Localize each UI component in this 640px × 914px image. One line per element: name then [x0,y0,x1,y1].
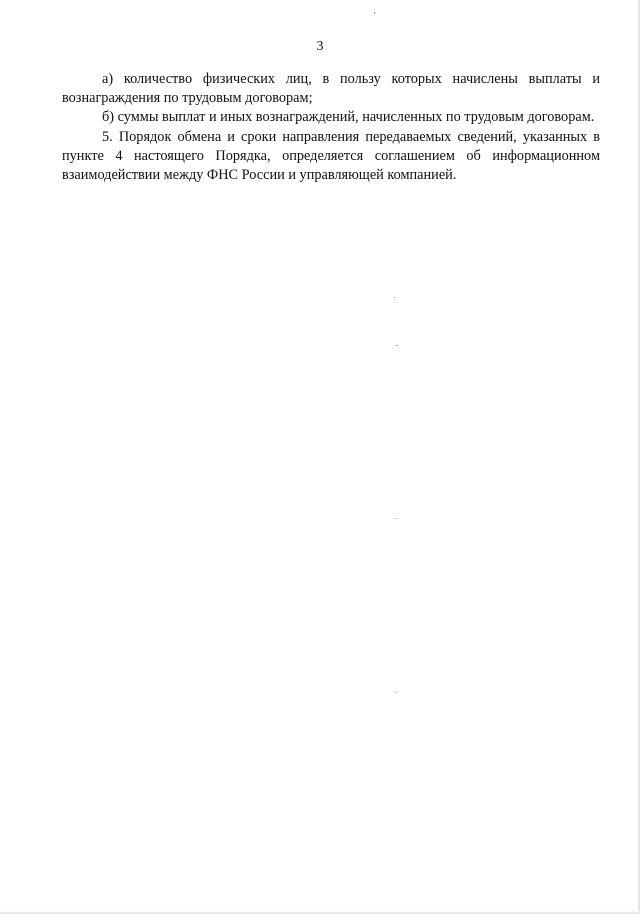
page-number: 3 [316,39,324,54]
paragraph-clause-5: 5. Порядок обмена и сроки направления передаваемых сведений, указанных в пункте 4 настоящего Порядка, определяется соглашением об информационном взаимодействии между ФНС России и управляющей компанией. [62,128,600,184]
document-body [62,70,600,185]
paragraph-item-a: а) количество физических лиц, в пользу которых начислены выплаты и вознаграждения по трудовым договорам; [62,71,600,107]
scan-speck [396,345,398,346]
scan-speck [395,518,396,519]
paragraph-item-b: б) суммы выплат и иных вознаграждений, начисленных по трудовым договорам. [102,109,595,126]
scan-speck [394,297,395,298]
scan-speck [396,692,397,693]
scan-speck [374,12,375,14]
